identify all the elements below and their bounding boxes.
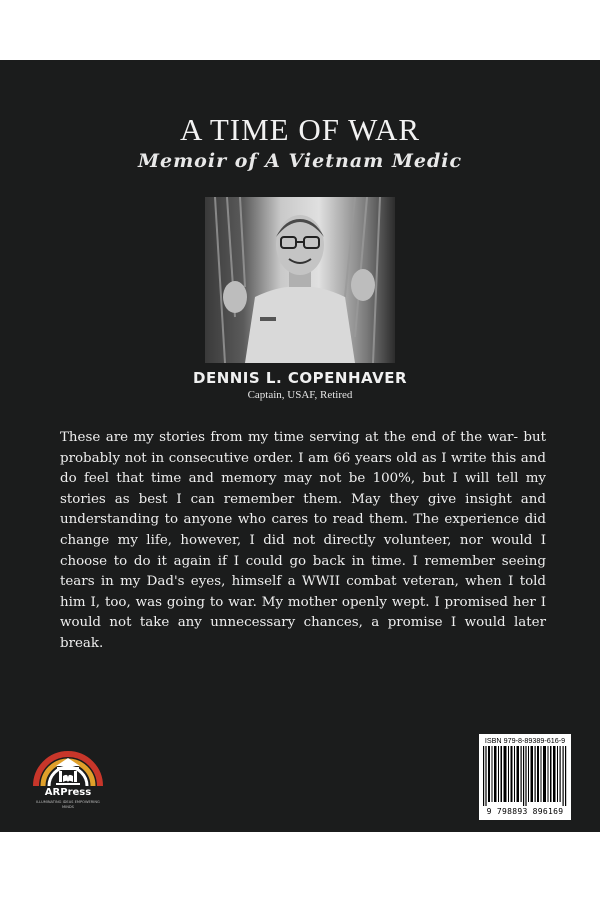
barcode-bars [483, 746, 567, 806]
barcode-digits: 9 798893 896169 [486, 807, 564, 816]
publisher-tagline: ILLUMINATING IDEAS EMPOWERING MINDS [36, 800, 100, 809]
book-subtitle: Memoir of A Vietnam Medic [137, 150, 463, 172]
author-name: DENNIS L. COPENHAVER [193, 369, 407, 387]
back-cover-blurb: These are my stories from my time serving at the end of the war- but probably not in consecutive order. I am 66 years old as I write this and do feel that time and memory may not be 100%, but I will tell my stories as best I can remember them. May they give insight and understanding to anyone who cares to read them. The experience did change my life, however, I did not directly volunteer, nor would I choose to do it again if I could go back in time. I remember seeing tears in my Dad's eyes, himself a WWII combat veteran, when I told him I, too, was going to war. My mother openly wept. I promised her I would not take any unnecessary chances, a promise I would later break. [60, 430, 546, 651]
isbn-label: ISBN 979-8-89389-616-9 [484, 736, 566, 745]
author-photo [205, 197, 395, 363]
book-title: A TIME OF WAR [179, 112, 421, 147]
author-rank: Captain, USAF, Retired [247, 389, 353, 401]
isbn-barcode [479, 734, 571, 820]
publisher-name: ARPress [44, 787, 92, 798]
